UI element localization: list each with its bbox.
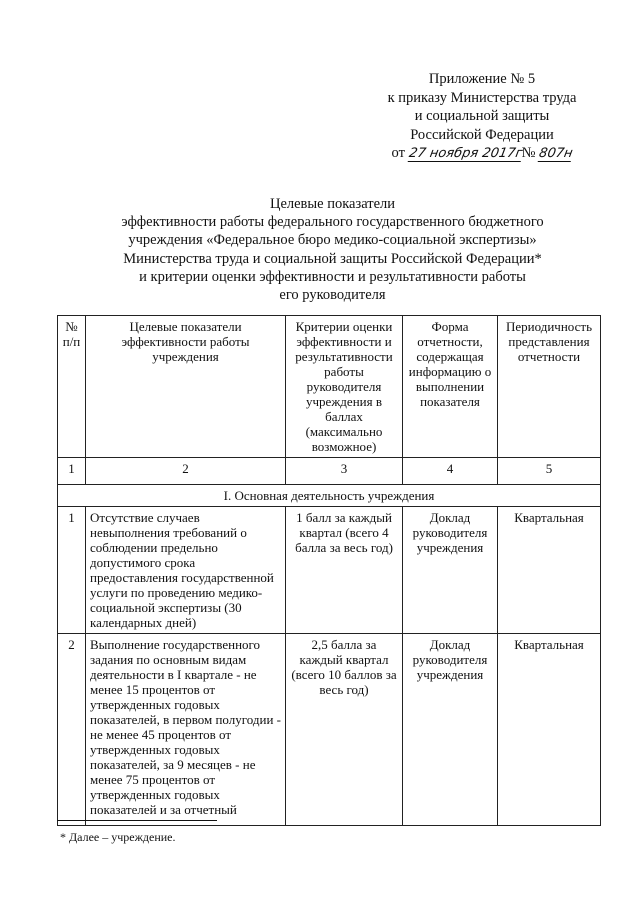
number-prefix: № <box>521 145 536 161</box>
column-number: 2 <box>86 458 286 485</box>
indicators-table <box>57 315 601 826</box>
handwritten-date: 27 ноября 2017г <box>407 146 524 161</box>
title-line: Министерства труда и социальной защиты Российской Федерации* <box>123 250 542 267</box>
handwritten-number: 807н <box>537 146 574 161</box>
document-title <box>60 195 605 304</box>
row-periodicity: Квартальная <box>498 634 601 826</box>
appendix-line: Приложение № 5 <box>428 71 536 87</box>
row-number: 2 <box>58 634 86 826</box>
header-cell-periodicity: Периодичность представления отчетности <box>498 316 601 458</box>
column-number: 1 <box>58 458 86 485</box>
table-row <box>58 634 601 826</box>
header-cell-criteria: Критерии оценки эффективности и результативности работы руководителя учреждения в баллах (максимально возможное) <box>286 316 403 458</box>
section-title: I. Основная деятельность учреждения <box>58 485 601 507</box>
section-row <box>58 485 601 507</box>
header-cell-report-form: Форма отчетности, содержащая информацию о выполнении показателя <box>403 316 498 458</box>
row-report-form: Доклад руководителя учреждения <box>403 634 498 826</box>
column-number: 4 <box>403 458 498 485</box>
row-indicator: Выполнение государственного задания по основным видам деятельности в I квартале - не менее 15 процентов от утвержденных годовых показателей, в первом полугодии - не менее 45 процентов от утвержденных годовых показателей, за 9 месяцев - не менее 75 процентов от утвержденных годовых показателей и за отчетный <box>86 634 286 826</box>
table-header-row <box>58 316 601 458</box>
row-criteria: 2,5 балла за каждый квартал (всего 10 баллов за весь год) <box>286 634 403 826</box>
appendix-block <box>372 70 592 163</box>
row-indicator: Отсутствие случаев невыполнения требований о соблюдении предельно допустимого срока предоставления государственной услуги по проведению медико-социальной экспертизы (30 календарных дней) <box>86 507 286 634</box>
title-line: Целевые показатели <box>269 196 396 212</box>
row-report-form: Доклад руководителя учреждения <box>403 507 498 634</box>
column-number-row <box>58 458 601 485</box>
header-cell-num: № п/п <box>58 316 86 458</box>
appendix-line: и социальной защиты <box>414 108 550 124</box>
column-number: 5 <box>498 458 601 485</box>
title-line: учреждения «Федеральное бюро медико-социальной экспертизы» <box>128 232 537 249</box>
header-cell-indicator: Целевые показатели эффективности работы учреждения <box>86 316 286 458</box>
title-line: его руководителя <box>279 287 386 304</box>
table-row <box>58 507 601 634</box>
title-line: эффективности работы федерального государственного бюджетного <box>121 214 544 231</box>
appendix-line: к приказу Министерства труда <box>387 89 577 106</box>
row-criteria: 1 балл за каждый квартал (всего 4 балла за весь год) <box>286 507 403 634</box>
footnote-divider <box>57 820 217 821</box>
row-periodicity: Квартальная <box>498 507 601 634</box>
row-number: 1 <box>58 507 86 634</box>
appendix-line: Российской Федерации <box>410 126 554 143</box>
column-number: 3 <box>286 458 403 485</box>
title-line: и критерии оценки эффективности и результативности работы <box>139 268 526 285</box>
footnote: * Далее – учреждение. <box>60 830 176 844</box>
appendix-date-row <box>372 144 592 163</box>
date-prefix: от <box>391 145 405 161</box>
